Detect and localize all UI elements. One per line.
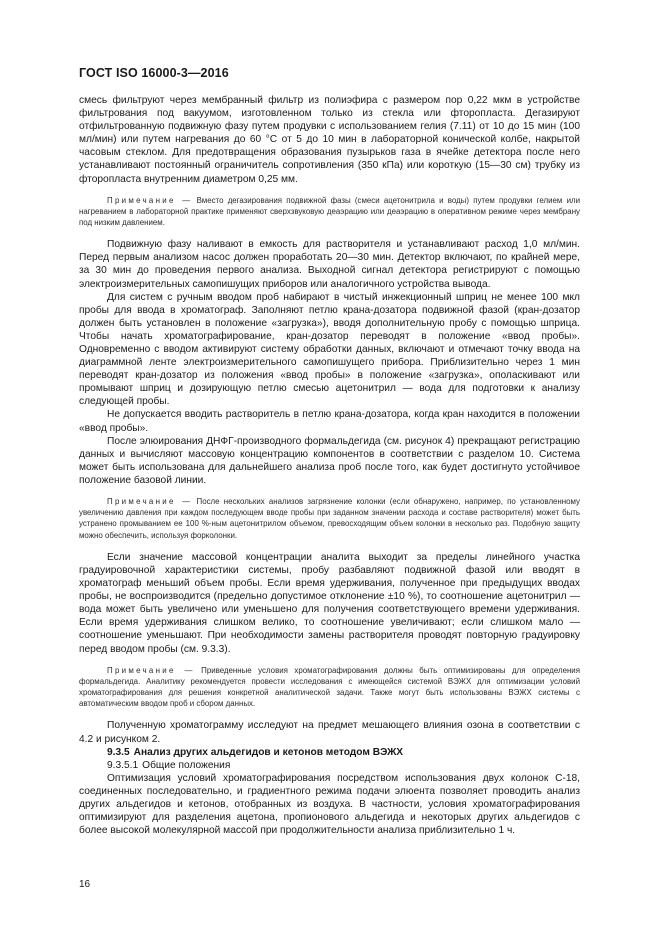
paragraph-elution: После элюирования ДНФГ-производного формальдегида (см. рисунок 4) прекращают регистрацию данных и вычисляют массовую концентрацию компонентов в соответствии с разделом 10. Система может быть использована для дальнейшего анализа проб после того, как будет достигнуто устойчивое положение базовой линии. bbox=[79, 435, 580, 486]
section-number: 9.3.5 bbox=[107, 746, 130, 758]
note-text: Приведенные условия хроматографирования должны быть оптимизированы для определения формальдегида. Аналитику рекомендуется провести исследования с имеющейся системой ВЭЖХ для оптимизации условий хроматографирования для решения конкретной аналитической задачи. Также могут быть использованы ВЭЖХ системы с автоматическим вводом проб и сбором данных. bbox=[79, 665, 580, 709]
paragraph-degassing: смесь фильтруют через мембранный фильтр из полиэфира с размером пор 0,22 мкм в устройстве фильтрования под вакуумом, изготовленном только из стекла или фторопласта. Дегазируют отфильтрованную подвижную фазу путем продувки с использованием гелия (7.11) от 10 до 15 мин (100 мл/мин) или путем нагревания до 60 °С от 5 до 10 мин в лабораторной конической колбе, накрытой часовым стеклом. Для предотвращения образования пузырьков газа в ячейке детектора после него устанавливают постоянный ограничитель сопротивления (350 кПа) или короткую (15—30 см) трубку из фторопласта внутренним диаметром 0,25 мм. bbox=[79, 95, 580, 185]
note-label: Примечание — bbox=[107, 497, 193, 507]
note-text: После нескольких анализов загрязнение колонки (если обнаружено, например, по установленному увеличению давления при каждом последующем вводе пробы при заданном значении расхода и составе растворителя) может быть устранено промыванием ее 100 %-ным ацетонитрилом объемом, превосходящим объем колонки в несколько раз. Подобную защиту можно обеспечить, используя форколонки. bbox=[79, 497, 580, 540]
paragraph-concentration-range: Если значение массовой концентрации аналита выходит за пределы линейного участка градуировочной характеристики системы, пробу разбавляют подвижной фазой или вводят в хроматограф меньший объем пробы. Если время удерживания, полученное при предыдущих вводах пробы, не воспроизводится (предельно допустимое отклонение ±10 %), то соотношение ацетонитрил — вода может быть увеличено или уменьшено для получения соответствующего времени удерживания. Если время удерживания слишком велико, то соотношение увеличивают; если слишком мало — соотношение уменьшают. При необходимости замены растворителя проводят повторную градуировку перед вводом пробы (см. 9.3.3). bbox=[79, 551, 580, 655]
paragraph-mobile-phase: Подвижную фазу наливают в емкость для растворителя и устанавливают расход 1,0 мл/мин. Перед первым анализом насос должен проработать 20—30 мин. Детектор включают, по крайней мере, за 30 мин до проведения первого анализа. Выходной сигнал детектора регистрируют с помощью электроизмерительных самопишущих приборов или аналогичного устройства вывода. bbox=[79, 239, 580, 290]
note-optimization bbox=[79, 665, 580, 710]
standard-header: ГОСТ ISO 16000-3—2016 bbox=[79, 66, 229, 80]
subsection-number: 9.3.5.1 bbox=[107, 759, 139, 771]
note-column-contamination bbox=[79, 496, 580, 541]
note-label: Примечание — bbox=[107, 665, 195, 675]
paragraph-manual-injection: Для систем с ручным вводом проб набирают в чистый инжекционный шприц не менее 100 мкл пробы для ввода в хроматограф. Заполняют петлю крана-дозатора подвижной фазой (кран-дозатор должен быть установлен в положение «загрузка»), вводя дополнительную пробу с помощью шприца. Чтобы начать хроматографирование, кран-дозатор переводят в положение «ввод пробы». Одновременно с вводом активируют систему обработки данных, включают и отмечают точку ввода на диаграммной ленте электроизмерительного самопишущего прибора. Приблизительно через 1 мин переводят кран-дозатор из положения «ввод пробы» в положение «загрузка», ополаскивают или промывают шприц и дозирующую петлю смесью ацетонитрил — вода для подготовки к анализу следующей пробы. bbox=[79, 291, 580, 408]
section-title: Анализ других альдегидов и кетонов методом ВЭЖХ bbox=[133, 746, 404, 758]
page-number: 16 bbox=[79, 879, 91, 890]
page-body bbox=[79, 94, 580, 837]
subsection-heading bbox=[79, 759, 580, 772]
paragraph-solvent-warning: Не допускается вводить растворитель в петлю крана-дозатора, когда кран находится в положении «ввод пробы». bbox=[79, 409, 580, 434]
paragraph-gradient-optimization: Оптимизация условий хроматографирования посредством использования двух колонок С-18, соединенных последовательно, и градиентного режима подачи элюента позволяет проводить анализ других альдегидов и кетонов, отобранных из воздуха. В частности, условия хроматографирования оптимизируют для разделения ацетона, пропионового альдегида и некоторых других альдегидов с более высокой молекулярной массой при продолжительности анализа приблизительно 1 ч. bbox=[79, 772, 580, 837]
note-label: Примечание — bbox=[107, 195, 193, 205]
paragraph-ozone-check: Полученную хроматограмму исследуют на предмет мешающего влияния озона в соответствии с 4.2 и рисунком 2. bbox=[79, 720, 580, 745]
section-heading bbox=[79, 746, 580, 759]
note-degassing bbox=[79, 195, 580, 229]
subsection-title: Общие положения bbox=[142, 759, 231, 771]
note-text: Вместо дегазирования подвижной фазы (смеси ацетонитрила и воды) путем продувки гелием или нагреванием в лабораторной практике применяют сверхзвуковую деаэрацию или деаэрацию в оперативном режиме через мембрану под низким давлением. bbox=[79, 195, 580, 228]
